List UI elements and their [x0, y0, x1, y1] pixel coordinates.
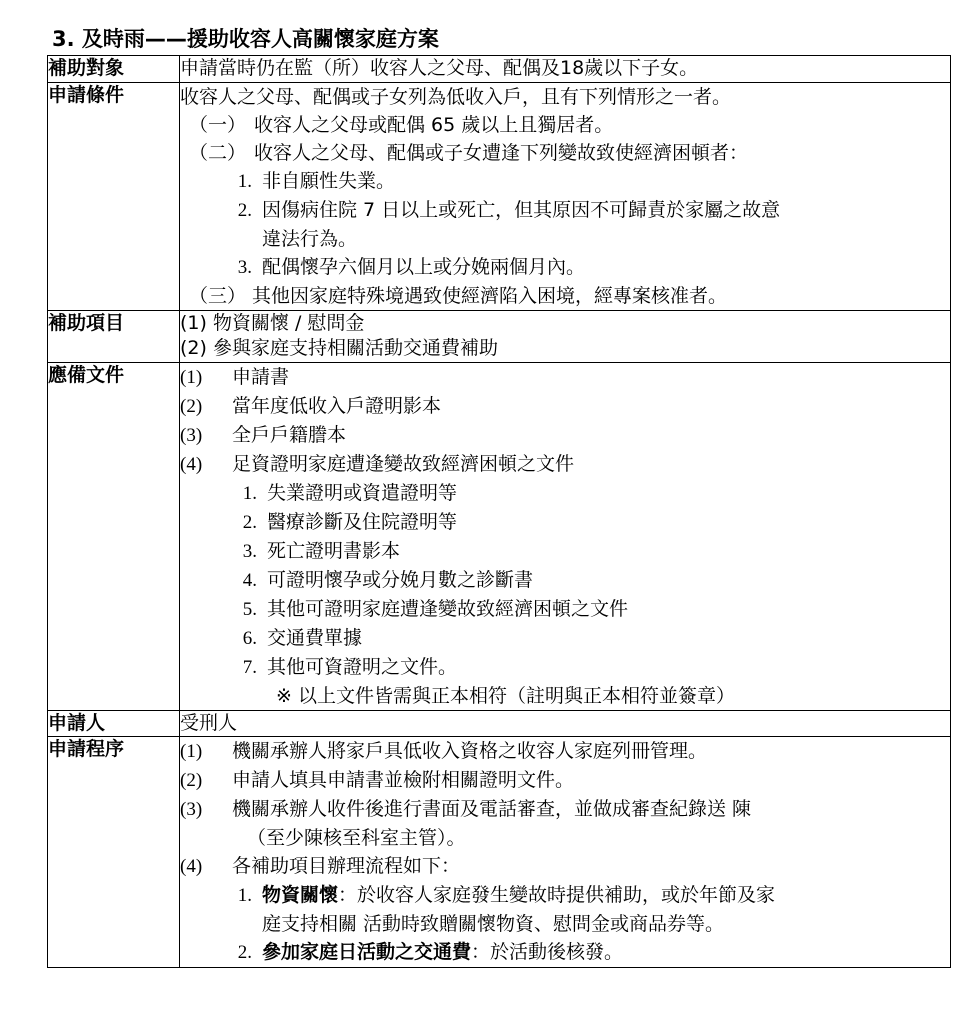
- row-documents: [48, 362, 951, 710]
- document-item-2: [180, 392, 950, 421]
- content-documents: [180, 362, 951, 710]
- condition-sub-marker-1: 1.: [237, 170, 252, 192]
- document-text-3: 全戶戶籍謄本: [232, 423, 347, 446]
- procedure-text-4: 各補助項目辦理流程如下：: [232, 855, 461, 877]
- label-procedure: 申請程序: [48, 737, 180, 968]
- procedure-sub-1-cont: 庭支持相關 活動時致贈關懷物資、慰問金或商品券等。: [262, 913, 725, 935]
- procedure-marker-2: (2): [180, 770, 203, 791]
- document-sub-text-2: 醫療診斷及住院證明等: [267, 510, 458, 533]
- row-conditions: [48, 82, 951, 310]
- document-item-3: [180, 421, 950, 450]
- procedure-marker-4: (4): [180, 856, 203, 877]
- document-sub-marker-2: 2.: [242, 511, 257, 533]
- procedure-sub-marker-2: 2.: [237, 942, 252, 963]
- label-target: 補助對象: [48, 56, 180, 83]
- condition-sub-text-3: 配偶懷孕六個月以上或分娩兩個月內。: [262, 255, 586, 278]
- document-note: ※ 以上文件皆需與正本相符（註明與正本相符並簽章）: [276, 684, 735, 707]
- document-item-1: [180, 363, 950, 392]
- procedure-sub-bold-2: 參加家庭日活動之交通費: [262, 941, 472, 963]
- condition-sub-text-2: 因傷病住院 7 日以上或死亡，但其原因不可歸責於家屬之故意: [262, 198, 781, 221]
- document-sub-marker-3: 3.: [242, 540, 257, 562]
- condition-text-1: 收容人之父母或配偶 65 歲以上且獨居者。: [254, 113, 614, 136]
- procedure-item-3-cont: （至少陳核至科室主管）。: [247, 827, 466, 849]
- label-applicant: 申請人: [48, 710, 180, 737]
- document-sub-2: [180, 508, 950, 537]
- procedure-item-4: [180, 852, 950, 881]
- document-sub-text-1: 失業證明或資遣證明等: [267, 481, 458, 504]
- procedure-sub-text-2: ：於活動後核發。: [471, 941, 624, 963]
- document-marker-4: (4): [180, 453, 203, 475]
- procedure-marker-1: (1): [180, 741, 203, 762]
- applicant-text: 受刑人: [180, 711, 238, 734]
- condition-marker-1: （一）: [188, 113, 246, 136]
- procedure-sub-bold-1: 物資關懷: [262, 884, 339, 906]
- document-sub-4: [180, 566, 950, 595]
- condition-sub-text-1: 非自願性失業。: [262, 169, 396, 192]
- procedure-text-1: 機關承辦人將家戶具低收入資格之收容人家庭列冊管理。: [232, 740, 708, 762]
- condition-text-3: 其他因家庭特殊境遇致使經濟陷入困境，經專案核准者。: [252, 284, 728, 307]
- condition-sub-1: [180, 167, 950, 196]
- document-text-4: 足資證明家庭遭逢變故致經濟困頓之文件: [232, 452, 575, 475]
- document-sub-6: [180, 624, 950, 653]
- document-sub-7: [180, 653, 950, 682]
- document-sub-marker-1: 1.: [242, 482, 257, 504]
- document-marker-3: (3): [180, 424, 203, 446]
- procedure-sub-text-1: ：於收容人家庭發生變故時提供補助，或於年節及家: [338, 884, 776, 906]
- content-procedure: [180, 737, 951, 968]
- procedure-item-2: [180, 766, 950, 795]
- content-target: [180, 56, 951, 83]
- procedure-sub-1: [180, 881, 950, 910]
- condition-sub-marker-2: 2.: [237, 199, 252, 221]
- condition-marker-2: （二）: [188, 141, 246, 164]
- condition-sub-2: [180, 196, 950, 225]
- condition-sub-2-cont: 違法行為。: [262, 227, 358, 250]
- document-sub-text-6: 交通費單據: [267, 626, 363, 649]
- aid-item-2: (2) 參與家庭支持相關活動交通費補助: [180, 337, 498, 359]
- program-table: [47, 55, 951, 968]
- condition-item-3: [180, 282, 950, 310]
- condition-sub-3: [180, 253, 950, 282]
- aid-item-1: (1) 物資關懷 / 慰問金: [180, 311, 365, 334]
- document-sub-marker-5: 5.: [242, 598, 257, 620]
- condition-sub-marker-3: 3.: [237, 256, 252, 278]
- row-applicant: [48, 710, 951, 737]
- document-sub-marker-4: 4.: [242, 569, 257, 591]
- document-sub-5: [180, 595, 950, 624]
- condition-item-2: [180, 139, 950, 167]
- procedure-text-2: 申請人填具申請書並檢附相關證明文件。: [232, 769, 575, 791]
- content-applicant: [180, 710, 951, 737]
- content-conditions: [180, 82, 951, 310]
- condition-marker-3: （三）: [188, 284, 246, 307]
- document-marker-1: (1): [180, 366, 203, 388]
- row-target: [48, 56, 951, 83]
- document-sub-text-7: 其他可資證明之文件。: [267, 655, 458, 678]
- document-sub-text-4: 可證明懷孕或分娩月數之診斷書: [267, 568, 534, 591]
- row-procedure: [48, 737, 951, 968]
- document-sub-text-5: 其他可證明家庭遭逢變故致經濟困頓之文件: [267, 597, 629, 620]
- document-sub-text-3: 死亡證明書影本: [267, 539, 401, 562]
- label-conditions: 申請條件: [48, 82, 180, 310]
- procedure-text-3: 機關承辦人收件後進行書面及電話審查，並做成審查紀錄送 陳: [232, 798, 752, 820]
- procedure-sub-2: [180, 938, 950, 967]
- label-documents: 應備文件: [48, 362, 180, 710]
- procedure-marker-3: (3): [180, 799, 203, 820]
- target-text: 申請當時仍在監（所）收容人之父母、配偶及18歲以下子女。: [180, 57, 699, 79]
- condition-item-1: [180, 111, 950, 139]
- document-title: 3. 及時雨——援助收容人高關懷家庭方案: [52, 27, 439, 51]
- document-sub-marker-7: 7.: [242, 656, 257, 678]
- conditions-intro: 收容人之父母、配偶或子女列為低收入戶，且有下列情形之一者。: [180, 85, 732, 108]
- document-item-4: [180, 450, 950, 479]
- document-sub-marker-6: 6.: [242, 627, 257, 649]
- content-items: [180, 310, 951, 362]
- procedure-item-1: [180, 737, 950, 766]
- row-items: [48, 310, 951, 362]
- condition-text-2: 收容人之父母、配偶或子女遭逢下列變故致使經濟困頓者：: [254, 141, 749, 164]
- document-marker-2: (2): [180, 395, 203, 417]
- document-sub-3: [180, 537, 950, 566]
- document-text-1: 申請書: [232, 365, 290, 388]
- document-text-2: 當年度低收入戶證明影本: [232, 394, 442, 417]
- label-items: 補助項目: [48, 310, 180, 362]
- procedure-sub-marker-1: 1.: [237, 885, 252, 906]
- document-sub-1: [180, 479, 950, 508]
- procedure-item-3: [180, 795, 950, 824]
